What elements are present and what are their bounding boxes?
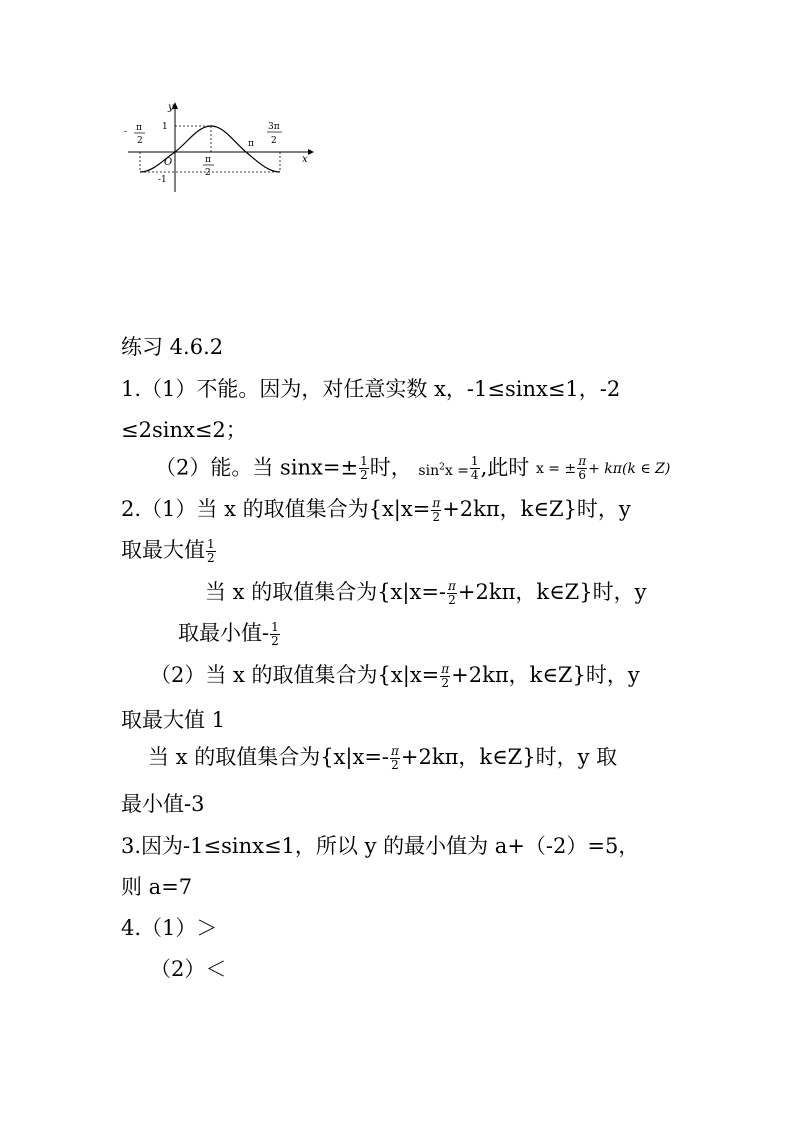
q1-part2-text-a: （2）能。当 sinx=± [155, 455, 359, 480]
y-axis-label: y [168, 102, 174, 113]
q2-part2-max-line1 [150, 663, 640, 690]
q3-line1: 3.因为-1≤sinx≤1，所以 y 的最小值为 a+（-2）=5， [121, 834, 640, 858]
q1-part2-text-b: 时， [369, 455, 412, 480]
q4-line2: （2）＜ [150, 957, 227, 981]
q2-b1-min-fraction: $\frac{1}{2}$ [271, 620, 279, 648]
x-axis-label: x [302, 154, 308, 165]
q2-a2-post: +2kπ，k∈Z}时，y [451, 663, 640, 687]
q2-part1-max-line1 [121, 497, 631, 524]
neg-half-pi-den: 2 [137, 136, 143, 146]
y-one-label: 1 [162, 122, 168, 132]
q2-b2-pre: 当 x 的取值集合为{x|x=- [148, 745, 390, 769]
q1-solution-prefix: x = ± [535, 460, 577, 477]
q2-b1-line2: 取最小值- [178, 621, 270, 645]
q2-b1-fraction: $\frac{\pi}{2}$ [448, 579, 456, 607]
q2-part2-min-line2: 最小值-3 [121, 792, 205, 816]
q2-a1-post: +2kπ，k∈Z}时，y [442, 497, 631, 521]
q1-part2-text-c: ,此时 [480, 455, 530, 480]
q2-a1-max-fraction: $\frac{1}{2}$ [207, 537, 215, 565]
neg-half-pi-num: π [136, 123, 142, 133]
q1-quarter-fraction: $\frac{1}{4}$ [470, 454, 479, 483]
q2-a1-fraction: $\frac{\pi}{2}$ [432, 496, 441, 524]
q2-part2-max-line2: 取最大值 1 [121, 708, 226, 732]
y-neg-one-label: -1 [158, 175, 167, 185]
q2-b1-pre: 当 x 的取值集合为{x|x=- [205, 580, 447, 604]
sine-graph [118, 96, 318, 198]
q3-line2: 则 a=7 [121, 875, 193, 899]
q2-part1-min-line2 [178, 621, 281, 648]
q1-line1: 1.（1）不能。因为，对任意实数 x，-1≤sinx≤1，-2 [121, 377, 621, 401]
three-half-pi-num: 3π [268, 122, 280, 132]
q4-line1: 4.（1）＞ [121, 916, 218, 940]
q1-sin-square: $\sin^2x$ = [418, 462, 469, 479]
q1-part2 [155, 455, 670, 483]
pi-label: π [248, 139, 254, 149]
q1-half-fraction: $\frac{1}{2}$ [360, 454, 368, 483]
q2-part1-min-line1 [205, 580, 646, 607]
q2-a2-fraction: $\frac{\pi}{2}$ [441, 662, 450, 690]
q2-b1-post: +2kπ，k∈Z}时，y [457, 580, 647, 604]
x-axis-arrow [308, 149, 314, 155]
three-half-pi-den: 2 [271, 136, 277, 146]
q1-solution-suffix: + kπ(k ∈ Z) [588, 460, 671, 477]
half-pi-num: π [205, 155, 211, 165]
exercise-heading: 练习 4.6.2 [121, 335, 224, 359]
q2-a2-pre: （2）当 x 的取值集合为{x|x= [150, 663, 440, 687]
q2-b2-post: +2kπ，k∈Z}时，y 取 [400, 745, 618, 769]
origin-label: O [164, 157, 173, 168]
q1-pi-six-fraction: $\frac{\pi}{6}$ [578, 454, 587, 483]
half-pi-den: 2 [205, 168, 211, 178]
q2-a1-line2: 取最大值 [121, 538, 205, 562]
q2-part2-min-line1 [148, 745, 617, 772]
q1-line2: ≤2sinx≤2； [121, 418, 247, 442]
q2-b2-fraction: $\frac{\pi}{2}$ [391, 744, 399, 772]
q2-a1-pre: 2.（1）当 x 的取值集合为{x|x= [121, 497, 431, 521]
q2-part1-max-line2 [121, 538, 217, 565]
neg-half-pi-sign: - [124, 127, 128, 137]
